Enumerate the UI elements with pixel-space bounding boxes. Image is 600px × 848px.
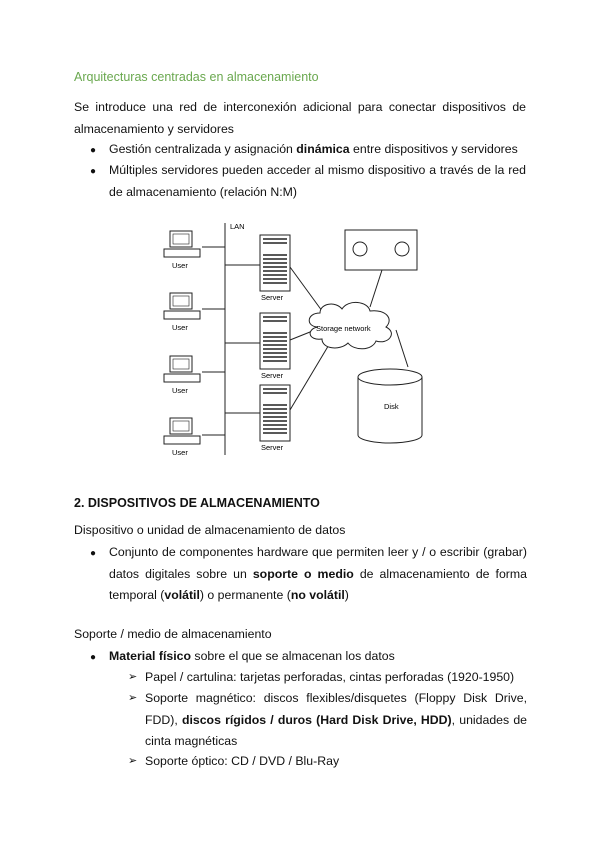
storage-architecture-diagram [150, 215, 450, 460]
storage-network-cloud [309, 302, 391, 348]
sub-bullet-item: Papel / cartulina: tarjetas perforadas, cintas perforadas (1920-1950) [145, 670, 515, 684]
user-label: User [172, 261, 188, 270]
bullet-icon: ● [90, 145, 97, 156]
bullet-item: Gestión centralizada y asignación dinámica entre dispositivos y servidores [109, 142, 518, 156]
bullet-icon: ● [90, 166, 97, 177]
server-label: Server [261, 371, 284, 380]
server-1 [260, 235, 290, 302]
bullet-item: Conjunto de componentes hardware que permiten leer y / o escribir (grabar) datos digitales sobre un soporte o medio de almacenamiento de forma temporal (volátil) o permanente (no volátil) [109, 545, 527, 602]
server-label: Server [261, 293, 284, 302]
section-heading: 2. DISPOSITIVOS DE ALMACENAMIENTO [74, 496, 320, 510]
bullet-icon: ● [90, 548, 97, 559]
arrow-bullet-icon: ➢ [128, 671, 138, 683]
bullet-item: Material físico sobre el que se almacenan los datos [109, 649, 395, 663]
server-label: Server [261, 443, 284, 452]
server-2 [260, 313, 290, 380]
storage-network-label: Storage network [316, 324, 371, 333]
sub-bullet-item: Soporte óptico: CD / DVD / Blu-Ray [145, 754, 340, 768]
lan-label: LAN [230, 222, 245, 231]
arrow-bullet-icon: ➢ [128, 755, 138, 767]
arrow-bullet-icon: ➢ [128, 692, 138, 704]
support-heading: Soporte / medio de almacenamiento [74, 627, 272, 641]
bullet-item: Múltiples servidores pueden acceder al mismo dispositivo a través de la red de almacenamiento (relación N:M) [109, 163, 526, 199]
tape-drive [345, 230, 417, 270]
user-label: User [172, 448, 188, 457]
user-label: User [172, 386, 188, 395]
user-workstation-1 [164, 231, 200, 270]
user-label: User [172, 323, 188, 332]
sub-bullet-item: Soporte magnético: discos flexibles/disquetes (Floppy Disk Drive, FDD), discos rígidos / duros (Hard Disk Drive, HDD), unidades de cinta magnéticas [145, 691, 528, 748]
user-workstation-3 [164, 356, 200, 395]
section-title: Arquitecturas centradas en almacenamiento [74, 70, 319, 84]
disk-label: Disk [384, 402, 399, 411]
user-workstation-2 [164, 293, 200, 332]
intro-paragraph: Se introduce una red de interconexión adicional para conectar dispositivos de almacenamiento y servidores [74, 100, 526, 136]
disk-cylinder [358, 369, 422, 443]
server-3 [260, 385, 290, 452]
definition-text: Dispositivo o unidad de almacenamiento de datos [74, 523, 346, 537]
bullet-icon: ● [90, 652, 97, 663]
user-workstation-4 [164, 418, 200, 457]
